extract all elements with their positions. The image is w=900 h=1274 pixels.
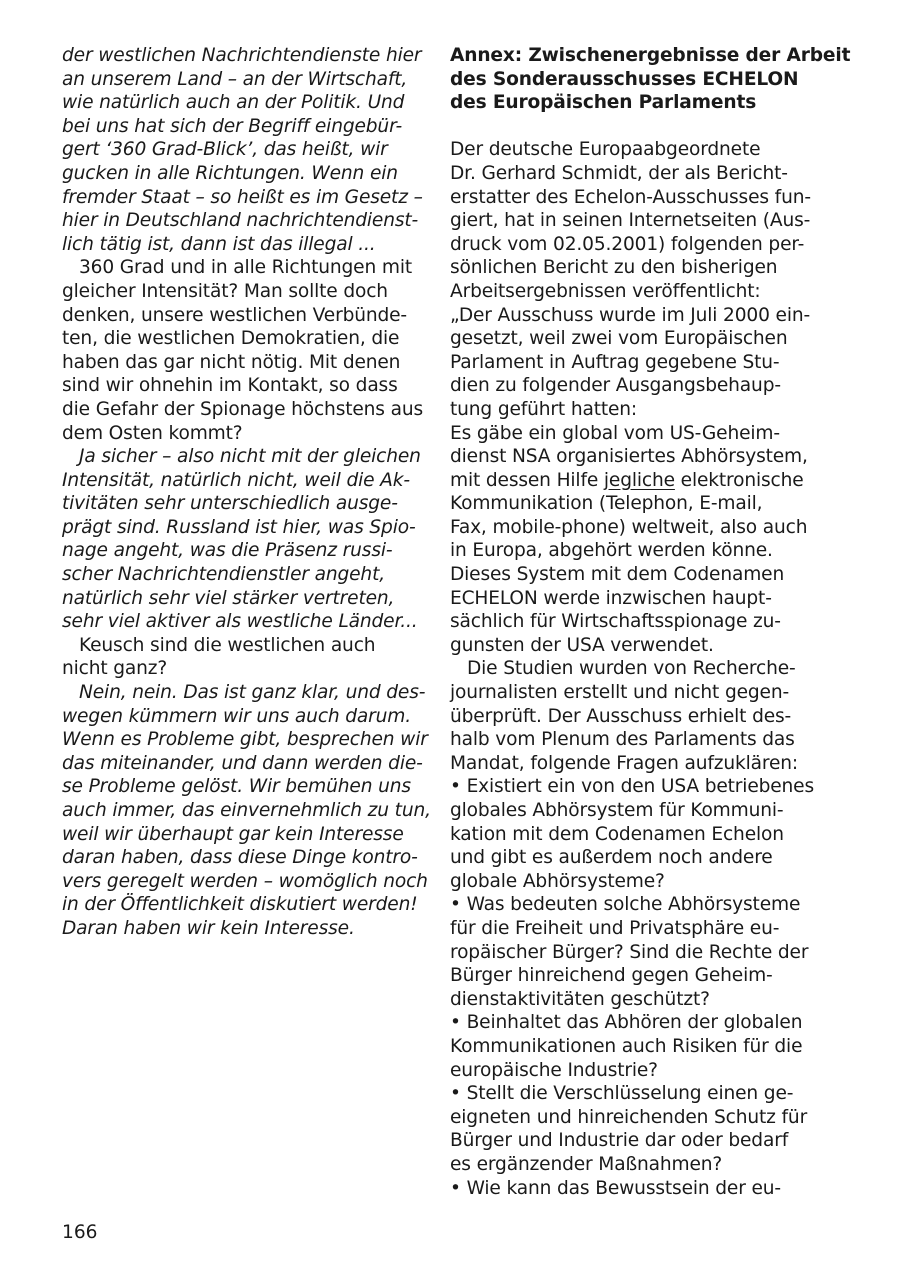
annex-body <box>450 138 820 1200</box>
text-line: und gibt es außerdem noch andere <box>450 847 773 869</box>
text-line: • Beinhaltet das Abhören der globalen <box>450 1012 803 1034</box>
text-segment: elektronische <box>674 469 804 491</box>
underlined-word: jegliche <box>603 469 675 491</box>
text-line: Parlament in Auftrag gegebene Stu- <box>450 351 780 373</box>
text-line: natürlich sehr viel stärker vertreten, <box>62 587 395 609</box>
text-line: dienst NSA organisiertes Abhörsystem, <box>450 446 808 468</box>
heading-line: Annex: Zwischenergebnisse der Arbeit <box>450 45 851 66</box>
annex-heading <box>450 44 851 115</box>
text-line: europäische Industrie? <box>450 1059 658 1081</box>
text-line: ropäischer Bürger? Sind die Rechte der <box>450 941 809 963</box>
text-line: sönlichen Bericht zu den bisherigen <box>450 257 778 279</box>
text-line: denken, unsere westlichen Verbünde- <box>62 304 407 326</box>
text-line: • Stellt die Verschlüsselung einen ge- <box>450 1083 794 1105</box>
text-line: giert, hat in seinen Internetseiten (Aus- <box>450 210 811 232</box>
text-line: tung geführt hatten: <box>450 398 638 420</box>
text-line: gesetzt, weil zwei vom Europäischen <box>450 328 788 350</box>
text-line: weil wir überhaupt gar kein Interesse <box>62 823 404 845</box>
text-line: globales Abhörsystem für Kommuni- <box>450 800 784 821</box>
text-line: lich tätig ist, dann ist das illegal ... <box>62 233 376 255</box>
text-line: gucken in alle Richtungen. Wenn ein <box>62 162 398 184</box>
text-line: wegen kümmern wir uns auch darum. <box>62 705 412 727</box>
text-line: in Europa, abgehört werden könne. <box>450 540 773 562</box>
text-line: haben das gar nicht nötig. Mit denen <box>62 351 401 373</box>
text-line: auch immer, das einvernehmlich zu tun, <box>62 800 431 821</box>
text-line: daran haben, dass diese Dinge kontro- <box>62 847 418 869</box>
text-line: hier in Deutschland nachrichtendienst- <box>62 210 419 232</box>
text-line: das miteinander, und dann werden die- <box>62 752 423 774</box>
text-line: Wenn es Probleme gibt, besprechen wir <box>62 729 428 751</box>
text-segment: mit dessen Hilfe <box>450 469 604 491</box>
text-line: Kommunikation (Telephon, E-mail, <box>450 493 763 515</box>
text-line: Kommunikationen auch Risiken für die <box>450 1035 803 1057</box>
text-line: Fax, mobile-phone) weltweit, also auch <box>450 516 808 538</box>
text-line: wie natürlich auch an der Politik. Und <box>62 92 405 114</box>
text-line: Mandat, folgende Fragen aufzuklären: <box>450 752 799 774</box>
text-line: • Wie kann das Bewusstsein der eu- <box>450 1177 781 1199</box>
text-line: tivitäten sehr unterschiedlich ausge- <box>62 493 398 515</box>
text-line: sehr viel aktiver als westliche Länder... <box>62 611 418 633</box>
text-line: Nein, nein. Das ist ganz klar, und des- <box>79 682 426 704</box>
text-line: scher Nachrichtendienstler angeht, <box>62 564 385 586</box>
text-line: Dieses System mit dem Codenamen <box>450 564 785 586</box>
text-line: gleicher Intensität? Man sollte doch <box>62 280 388 302</box>
text-line: vers geregelt werden – womöglich noch <box>62 870 428 892</box>
page-number: 166 <box>62 1222 98 1243</box>
text-line: ten, die westlichen Demokratien, die <box>62 328 400 350</box>
text-line: überprüft. Der Ausschuss erhielt des- <box>450 705 792 727</box>
text-line: gunsten der USA verwendet. <box>450 634 714 656</box>
text-line: dem Osten kommt? <box>62 422 243 444</box>
left-column <box>62 44 431 941</box>
text-line: „Der Ausschuss wurde im Juli 2000 ein- <box>450 304 811 326</box>
text-line: in der Öffentlichkeit diskutiert werden! <box>62 894 418 916</box>
text-line: • Was bedeuten solche Abhörsysteme <box>450 894 801 916</box>
text-line: druck vom 02.05.2001) folgenden per- <box>450 233 805 255</box>
text-line: Daran haben wir kein Interesse. <box>62 917 355 939</box>
text-line: es ergänzender Maßnahmen? <box>450 1153 723 1175</box>
text-line: dien zu folgender Ausgangsbehaup- <box>450 375 781 397</box>
text-line: eigneten und hinreichenden Schutz für <box>450 1106 808 1128</box>
text-line: Der deutsche Europaabgeordnete <box>450 139 761 161</box>
text-line: fremder Staat – so heißt es im Gesetz – <box>62 186 423 208</box>
text-line: bei uns hat sich der Begriff eingebür- <box>62 115 403 137</box>
text-line: Bürger und Industrie dar oder bedarf <box>450 1130 789 1152</box>
text-line: se Probleme gelöst. Wir bemühen uns <box>62 776 411 798</box>
text-line: der westlichen Nachrichtendienste hier <box>62 45 422 66</box>
text-line: halb vom Plenum des Parlaments das <box>450 729 795 751</box>
text-line: sächlich für Wirtschaftsspionage zu- <box>450 611 781 633</box>
text-line: erstatter des Echelon-Ausschusses fun- <box>450 186 811 208</box>
right-column <box>450 44 851 1200</box>
text-line: nicht ganz? <box>62 658 168 680</box>
text-line: Ja sicher – also nicht mit der gleichen <box>79 446 421 468</box>
text-line: Die Studien wurden von Recherche- <box>467 658 796 680</box>
text-line: 360 Grad und in alle Richtungen mit <box>79 257 412 279</box>
text-line: globale Abhörsysteme? <box>450 870 665 892</box>
text-line: Dr. Gerhard Schmidt, der als Bericht- <box>450 162 788 184</box>
text-line: Es gäbe ein global vom US-Geheim- <box>450 422 780 444</box>
text-line <box>450 469 820 493</box>
text-line: Keusch sind die westlichen auch <box>79 634 376 656</box>
text-line: sind wir ohnehin im Kontakt, so dass <box>62 375 398 397</box>
heading-spacer <box>450 115 820 139</box>
text-line: Bürger hinreichend gegen Geheim- <box>450 965 773 987</box>
text-line: Intensität, natürlich nicht, weil die Ak- <box>62 469 410 491</box>
text-line: journalisten erstellt und nicht gegen- <box>450 682 790 704</box>
heading-line: des Europäischen Parlaments <box>450 92 757 114</box>
text-line: die Gefahr der Spionage höchstens aus <box>62 398 424 420</box>
text-line: kation mit dem Codenamen Echelon <box>450 823 784 845</box>
text-line: gert ‘360 Grad-Blick’, das heißt, wir <box>62 139 388 161</box>
text-line: • Existiert ein von den USA betriebenes <box>450 776 815 798</box>
text-line: ECHELON werde inzwischen haupt- <box>450 587 772 609</box>
text-line: dienstaktivitäten geschützt? <box>450 988 710 1010</box>
text-line: an unserem Land – an der Wirtschaft, <box>62 68 408 90</box>
text-line: prägt sind. Russland ist hier, was Spio- <box>62 516 416 538</box>
text-line: für die Freiheit und Privatsphäre eu- <box>450 917 780 939</box>
heading-line: des Sonderausschusses ECHELON <box>450 68 799 90</box>
text-line: nage angeht, was die Präsenz russi- <box>62 540 393 562</box>
text-line: Arbeitsergebnissen veröffentlicht: <box>450 280 761 302</box>
